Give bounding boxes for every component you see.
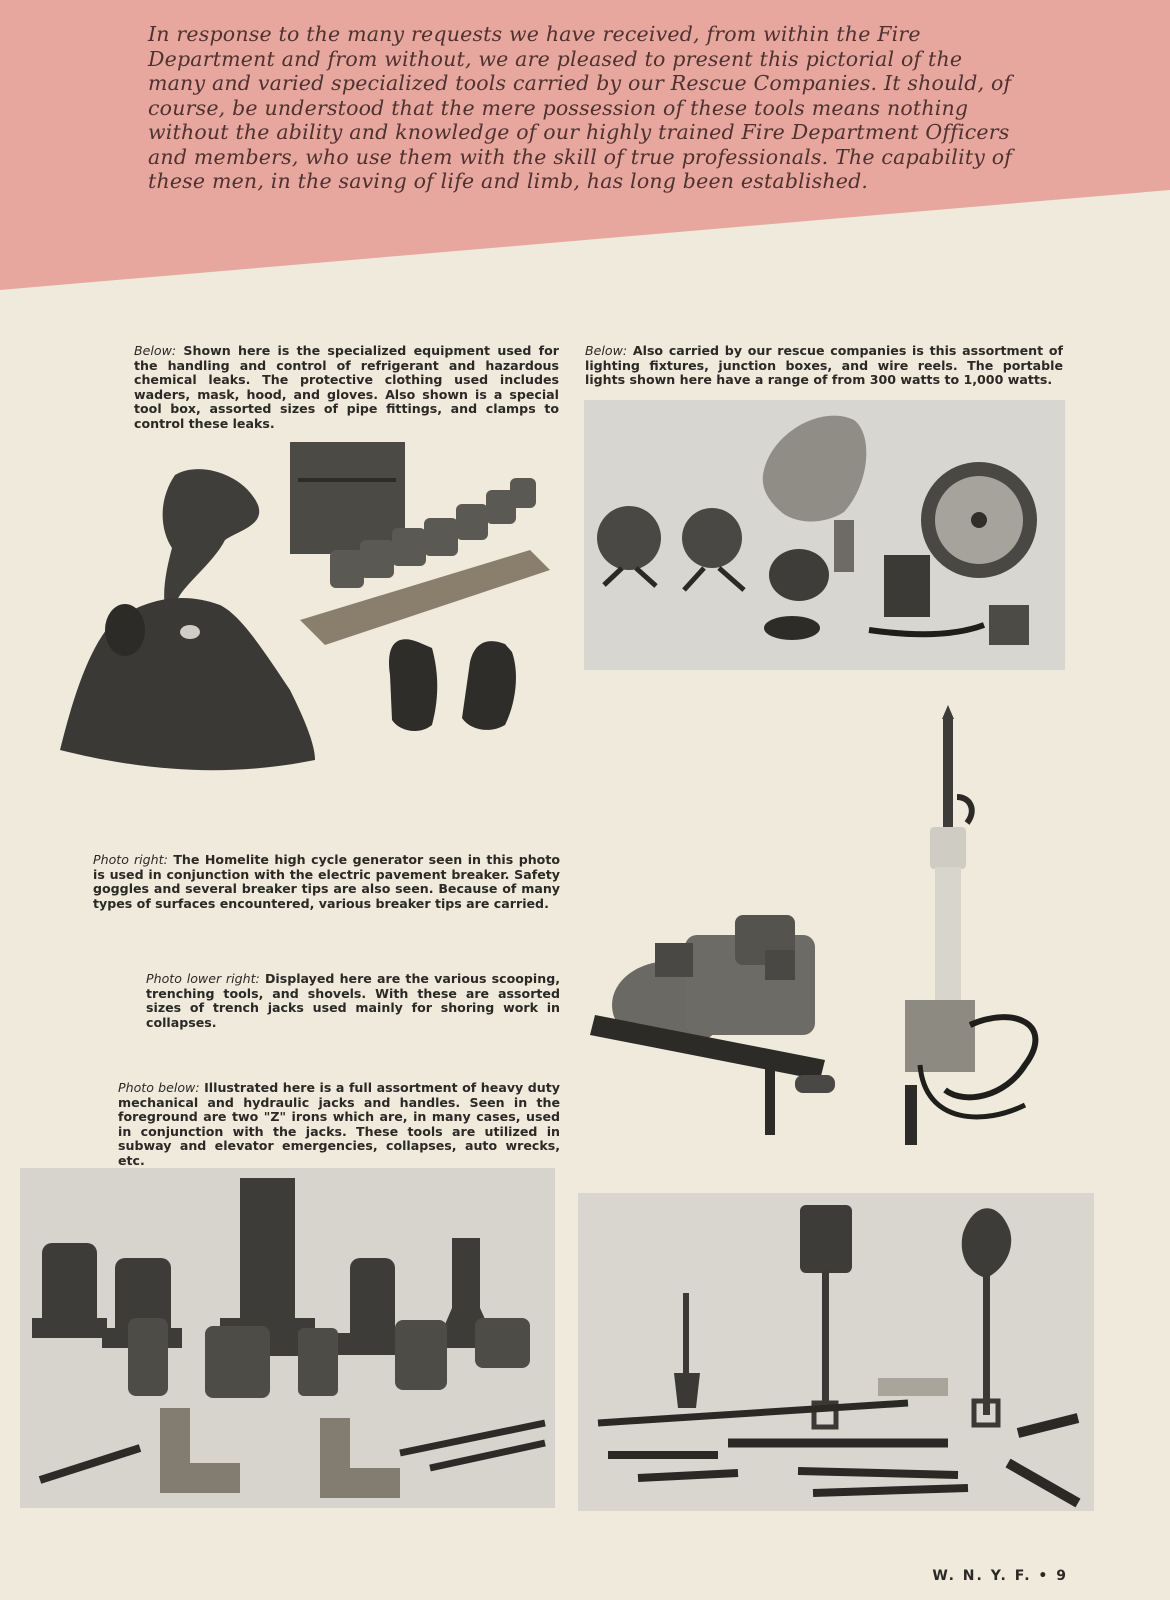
caption-scooping — [146, 972, 560, 1030]
photo-jacks — [20, 1168, 555, 1508]
caption-generator — [93, 853, 560, 911]
caption-text: Displayed here are the various scooping, trenching tools, and shovels. With these are assorted sizes of trench jacks used mainly for shoring work in collapses. — [146, 971, 560, 1030]
page-number-label: W. N. Y. F. • 9 — [932, 1568, 1068, 1584]
caption-text: Also carried by our rescue companies is this assortment of lighting fixtures, junction boxes, and wire reels. The portable lights shown here have a range of from 300 watts to 1,000 watts. — [585, 343, 1063, 388]
caption-lead: Photo right: — [93, 852, 168, 867]
caption-refrigerant — [134, 344, 559, 432]
caption-jacks — [118, 1081, 560, 1169]
caption-text: Shown here is the specialized equipment used for the handling and control of refrigerant and hazardous chemical leaks. The protective clothing used includes waders, mask, hood, and gloves. Also shown is a special tool box, assorted sizes of pipe fittings, and clamps to control these leaks. — [134, 343, 559, 431]
photo-generator-breaker — [585, 705, 1070, 1155]
caption-lead: Below: — [134, 343, 177, 358]
caption-text: The Homelite high cycle generator seen in this photo is used in conjunction with the electric pavement breaker. Safety goggles and several breaker tips are also seen. Because of many types of surfaces encountered, various breaker tips are carried. — [93, 852, 560, 911]
photo-lighting-fixtures — [584, 400, 1065, 670]
caption-lighting — [585, 344, 1063, 388]
caption-text: Illustrated here is a full assortment of heavy duty mechanical and hydraulic jacks and handles. Seen in the foreground are two "Z" irons which are, in many cases, used in conjunction with the jacks. These tools are utilized in subway and elevator emergencies, collapses, auto wrecks, etc. — [118, 1080, 560, 1168]
photo-hazmat-equipment — [40, 430, 560, 780]
caption-lead: Below: — [585, 343, 628, 358]
intro-paragraph: In response to the many requests we have received, from within the Fire Department and from without, we are pleased to present this pictorial of the many and varied specialized tools carried by our Rescue Companies. It should, of course, be understood that the mere possession of these tools means nothing without the ability and knowledge of our highly trained Fire Department Officers and members, who use them with the skill of true professionals. The capability of these men, in the saving of life and limb, has long been established. — [148, 22, 1013, 193]
caption-lead: Photo below: — [118, 1080, 200, 1095]
photo-shovels — [578, 1193, 1094, 1511]
caption-lead: Photo lower right: — [146, 971, 260, 986]
